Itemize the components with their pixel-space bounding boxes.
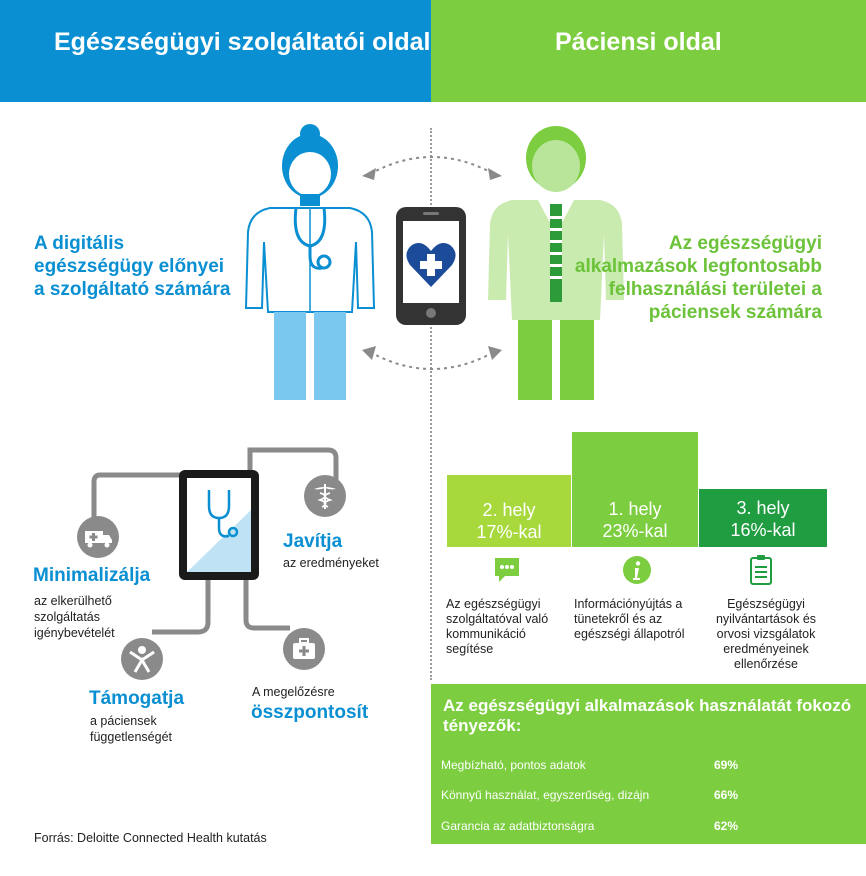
focus-pretext: A megelőzésre [252,685,335,699]
improve-title: Javítja [283,531,343,552]
minimize-text: az elkerülhető szolgáltatás igénybevételét [34,594,115,640]
usage-desc-information: Információnyújtás a tünetekről és az egészségi állapotról [574,597,685,641]
caduceus-icon [304,475,346,517]
factor-row [441,758,841,776]
improve-text: az eredményeket [283,556,379,570]
usage-bar-pct-label: 16%-kal [730,520,796,540]
usage-bar-rank-label: 1. hely [608,499,662,519]
patient-header-title: Páciensi oldal [555,28,722,56]
phone-heart-icon [396,207,466,325]
factor-label: Garancia az adatbiztonságra [441,819,595,833]
source-note: Forrás: Deloitte Connected Health kutatás [34,831,267,845]
doctor-icon [240,122,380,404]
minimize-title: Minimalizálja [33,565,151,586]
patient-header [431,0,866,102]
usage-bar-rank-1 [572,432,698,547]
factor-row [441,788,841,806]
chat-bubble-icon [493,556,521,584]
usage-bar-rank-label: 3. hely [736,498,790,518]
usage-bar-pct-label: 23%-kal [602,521,668,541]
usage-bar-rank-2 [447,475,571,547]
usage-desc-communication: Az egészségügyi szolgáltatóval való kommunikáció segítése [446,597,549,656]
usage-bar-rank-3 [699,489,827,547]
support-title: Támogatja [89,688,185,709]
tablet-stethoscope-icon [179,470,259,580]
clipboard-icon [750,555,772,585]
usage-desc-records: Egészségügyi nyilvántartások és orvosi vizsgálatok eredményeinek ellenőrzése [715,597,817,671]
factor-pct: 66% [714,788,739,802]
support-text: a páciensek függetlenségét [90,714,173,744]
factor-label: Megbízható, pontos adatok [441,758,586,772]
usage-bar-rank-label: 2. hely [482,500,536,520]
factor-pct: 62% [714,819,739,833]
factor-label: Könnyű használat, egyszerűség, dizájn [441,788,650,802]
ambulance-icon [77,516,119,558]
provider-header-title: Egészségügyi szolgáltatói oldal [54,28,431,56]
provider-header [0,0,431,102]
patient-lead-text: Az egészségügyi alkalmazások legfontosabb felhasználási területei a páciensek számára [574,233,822,323]
provider-lead-text: A digitális egészségügy előnyei a szolgáltató számára [34,233,231,300]
factor-row [441,819,841,837]
factors-title: Az egészségügyi alkalmazások használatát fokozó tényezők: [443,696,852,735]
info-icon [622,555,652,585]
usage-bar-pct-label: 17%-kal [476,522,542,542]
person-support-icon [121,638,163,680]
first-aid-kit-icon [283,628,325,670]
focus-title: összpontosít [251,702,369,723]
factor-pct: 69% [714,758,739,772]
